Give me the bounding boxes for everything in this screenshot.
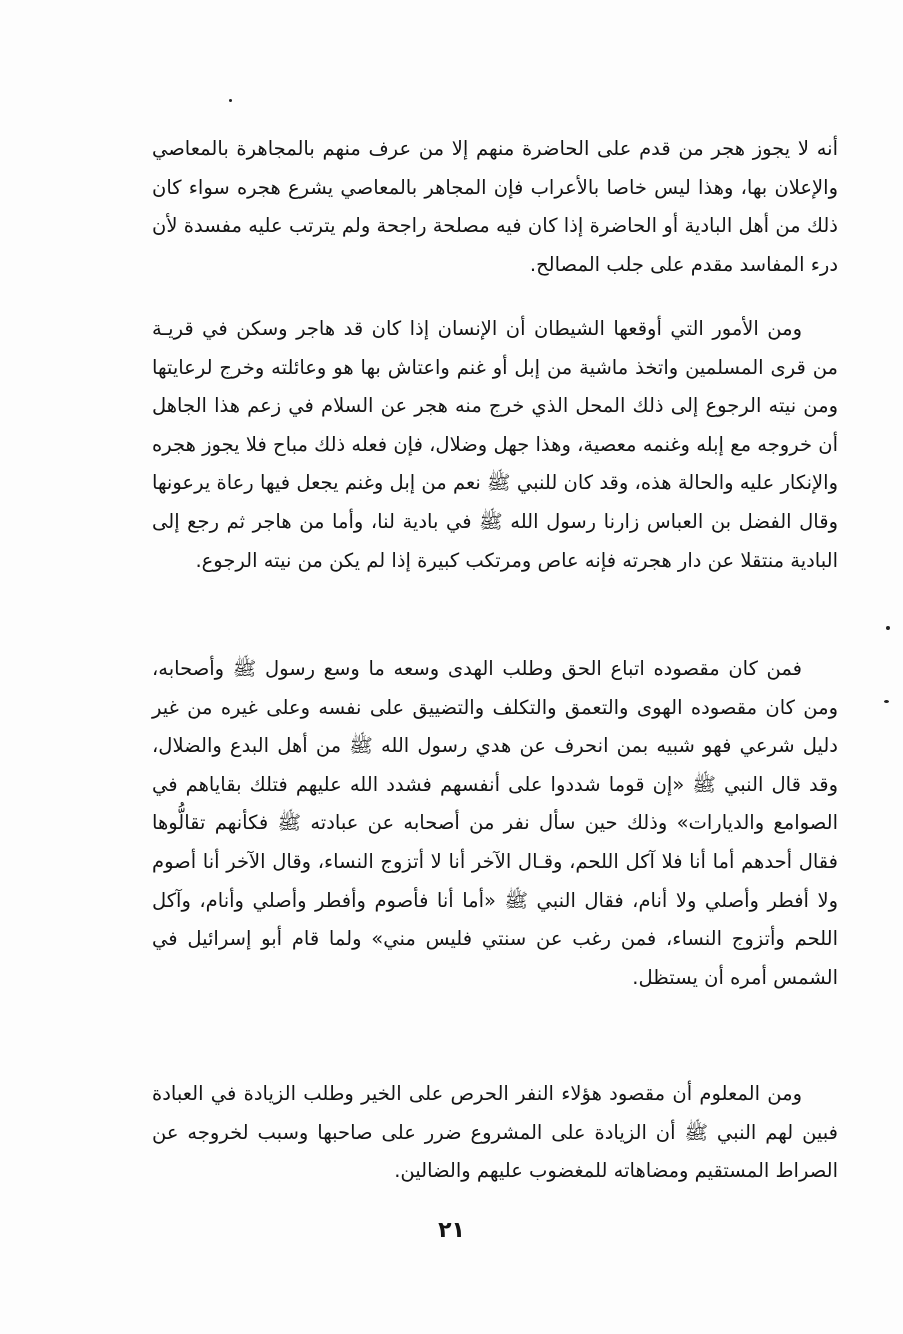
paragraph-3 (152, 650, 838, 997)
paragraph-1 (152, 130, 838, 284)
scan-speck (229, 99, 232, 102)
paragraph-text: ومن المعلوم أن مقصود هؤلاء النفر الحرص على الخير وطلب الزيادة في العبادة فبين لهم النبي ﷺ أن الزيادة على المشروع ضرر على صاحبها وسبب لخروجه عن الصراط المستقيم ومضاهاته للمغضوب عليهم والضالين. (152, 1082, 838, 1183)
paragraph-text: أنه لا يجوز هجر من قدم على الحاضرة منهم إلا من عرف منهم بالمجاهرة بالمعاصي والإعلان بها، وهذا ليس خاصا بالأعراب فإن المجاهر بالمعاصي يشرع هجره سواء كان ذلك من أهل البادية أو الحاضرة إذا كان فيه مصلحة راجحة ولم يترتب عليه مفسدة لأن درء المفاسد مقدم على جلب المصالح. (152, 137, 838, 276)
page-number: ٢١ (438, 1218, 465, 1243)
paragraph-4 (152, 1075, 838, 1191)
paragraph-2 (152, 310, 838, 580)
paragraph-text: ومن الأمور التي أوقعها الشيطان أن الإنسان إذا كان قد هاجر وسكن في قريـة من قرى المسلمين واتخذ ماشية من إبل أو غنم واعتاش بها هو وعائلته وخرج لرعايتها ومن نيته الرجوع إلى ذلك المحل الذي خرج منه هجر عن السلام في زعم هذا الجاهل أن خروجه مع إبله وغنمه معصية، وهذا جهل وضلال، فإن فعله ذلك مباح فلا يجوز هجره والإنكار عليه والحالة هذه، وقد كان للنبي ﷺ نعم من إبل وغنم يجعل فيها رعاة يرعونها وقال الفضل بن العباس زارنا رسول الله ﷺ في بادية لنا، وأما من هاجر ثم رجع إلى البادية منتقلا عن دار هجرته فإنه عاص ومرتكب كبيرة إذا لم يكن من نيته الرجوع. (152, 317, 838, 572)
scan-speck (884, 700, 889, 703)
paragraph-text: فمن كان مقصوده اتباع الحق وطلب الهدى وسعه ما وسع رسول ﷺ وأصحابه، ومن كان مقصوده الهوى والتعمق والتكلف والتضييق على نفسه وعلى غيره من غير دليل شرعي فهو شبيه بمن انحرف عن هدي رسول الله ﷺ من أهل البدع والضلال، وقد قال النبي ﷺ «إن قوما شددوا على أنفسهم فشدد الله عليهم فتلك بقاياهم في الصوامع والديارات» وذلك حين سأل نفر من أصحابه عن عبادته ﷺ فكأنهم تقالُّوها فقال أحدهم أما أنا فلا آكل اللحم، وقـال الآخر أنا لا أتزوج النساء، وقال الآخر أنا أصوم ولا أفطر وأصلي ولا أنام، فقال النبي ﷺ «أما أنا فأصوم وأفطر وأصلي وأنام، وآكل اللحم وأتزوج النساء، فمن رغب عن سنتي فليس مني» ولما قام أبو إسرائيل في الشمس أمره أن يستظل. (152, 657, 838, 989)
scan-speck (886, 626, 890, 630)
